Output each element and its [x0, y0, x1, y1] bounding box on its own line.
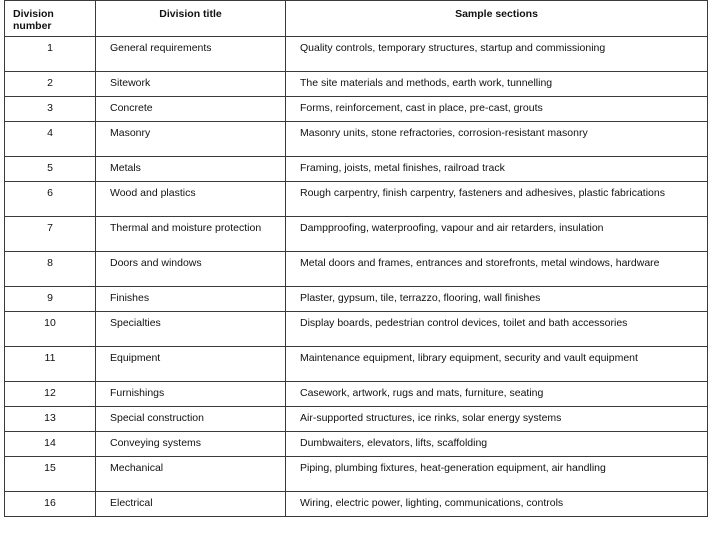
sample-sections: Display boards, pedestrian control devices, toilet and bath accessories [286, 312, 708, 347]
division-title: Finishes [96, 287, 286, 312]
division-title: Metals [96, 157, 286, 182]
table-row [5, 182, 708, 217]
sample-sections: The site materials and methods, earth work, tunnelling [286, 72, 708, 97]
division-number: 3 [5, 97, 96, 122]
sample-sections: Dumbwaiters, elevators, lifts, scaffolding [286, 432, 708, 457]
sample-sections: Masonry units, stone refractories, corrosion-resistant masonry [286, 122, 708, 157]
division-number: 8 [5, 252, 96, 287]
table-row [5, 122, 708, 157]
division-number: 6 [5, 182, 96, 217]
sample-sections: Quality controls, temporary structures, startup and commissioning [286, 37, 708, 72]
division-title: Wood and plastics [96, 182, 286, 217]
division-title: Thermal and moisture protection [96, 217, 286, 252]
table-row [5, 382, 708, 407]
table-row [5, 457, 708, 492]
table-row [5, 432, 708, 457]
table-row [5, 252, 708, 287]
division-number: 15 [5, 457, 96, 492]
sample-sections: Plaster, gypsum, tile, terrazzo, flooring, wall finishes [286, 287, 708, 312]
table-header-row [5, 1, 708, 37]
table-row [5, 287, 708, 312]
division-title: Doors and windows [96, 252, 286, 287]
division-title: Electrical [96, 492, 286, 517]
division-number: 14 [5, 432, 96, 457]
division-number: 4 [5, 122, 96, 157]
sample-sections: Dampproofing, waterproofing, vapour and air retarders, insulation [286, 217, 708, 252]
header-division-number: Division number [5, 1, 96, 37]
division-title: Masonry [96, 122, 286, 157]
division-title: Mechanical [96, 457, 286, 492]
division-number: 1 [5, 37, 96, 72]
sample-sections: Piping, plumbing fixtures, heat-generation equipment, air handling [286, 457, 708, 492]
division-table-sheet [4, 0, 714, 540]
sample-sections: Air-supported structures, ice rinks, solar energy systems [286, 407, 708, 432]
table-row [5, 157, 708, 182]
division-number: 16 [5, 492, 96, 517]
table-row [5, 347, 708, 382]
division-number: 7 [5, 217, 96, 252]
table-row [5, 407, 708, 432]
division-title: Concrete [96, 97, 286, 122]
table-row [5, 312, 708, 347]
sample-sections: Metal doors and frames, entrances and storefronts, metal windows, hardware [286, 252, 708, 287]
division-title: General requirements [96, 37, 286, 72]
division-table [4, 0, 708, 517]
division-title: Specialties [96, 312, 286, 347]
division-number: 10 [5, 312, 96, 347]
header-division-title: Division title [96, 1, 286, 37]
header-sample-sections: Sample sections [286, 1, 708, 37]
division-number: 5 [5, 157, 96, 182]
sample-sections: Rough carpentry, finish carpentry, fasteners and adhesives, plastic fabrications [286, 182, 708, 217]
division-number: 11 [5, 347, 96, 382]
sample-sections: Framing, joists, metal finishes, railroad track [286, 157, 708, 182]
table-row [5, 217, 708, 252]
table-row [5, 37, 708, 72]
division-title: Conveying systems [96, 432, 286, 457]
division-title: Sitework [96, 72, 286, 97]
sample-sections: Casework, artwork, rugs and mats, furniture, seating [286, 382, 708, 407]
sample-sections: Maintenance equipment, library equipment, security and vault equipment [286, 347, 708, 382]
division-number: 13 [5, 407, 96, 432]
sample-sections: Wiring, electric power, lighting, communications, controls [286, 492, 708, 517]
division-title: Furnishings [96, 382, 286, 407]
table-row [5, 97, 708, 122]
division-number: 2 [5, 72, 96, 97]
table-row [5, 492, 708, 517]
table-row [5, 72, 708, 97]
sample-sections: Forms, reinforcement, cast in place, pre-cast, grouts [286, 97, 708, 122]
division-title: Special construction [96, 407, 286, 432]
division-title: Equipment [96, 347, 286, 382]
division-number: 12 [5, 382, 96, 407]
division-number: 9 [5, 287, 96, 312]
